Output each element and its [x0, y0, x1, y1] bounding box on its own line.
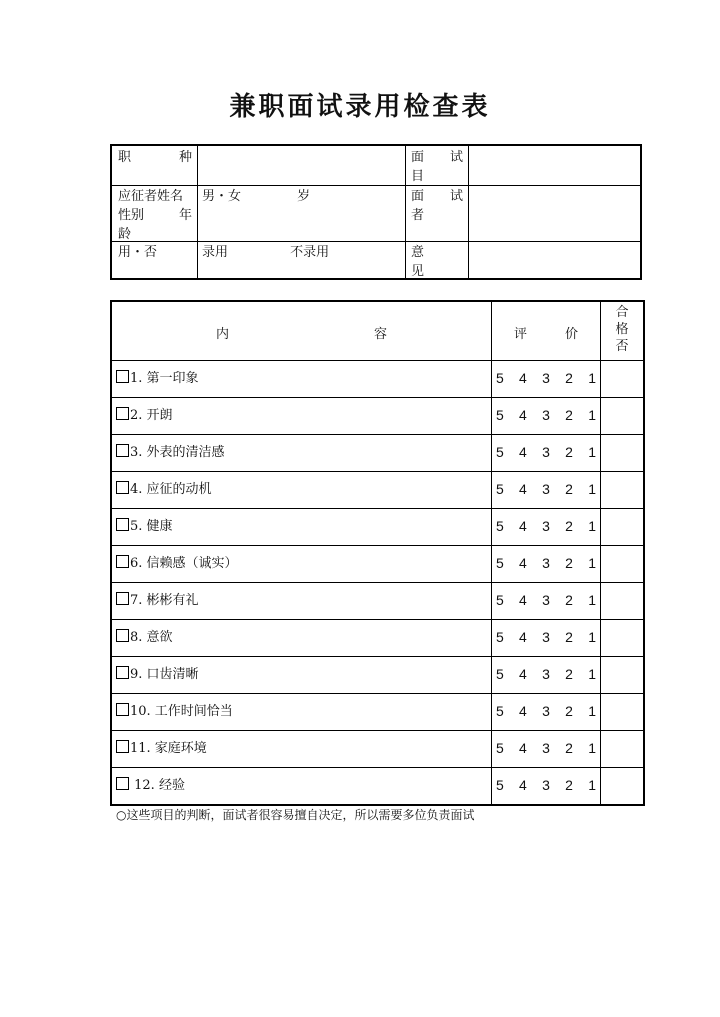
score-options[interactable]: 5 4 3 2 1	[496, 703, 596, 719]
opinion-label: 意 见	[411, 245, 425, 279]
list-item: 5. 健康	[116, 518, 173, 536]
evaluation-table	[110, 300, 645, 806]
score-options[interactable]: 5 4 3 2 1	[496, 518, 596, 534]
list-item: 10. 工作时间恰当	[116, 703, 233, 721]
interviewer-field[interactable]	[469, 185, 639, 241]
score-options[interactable]: 5 4 3 2 1	[496, 629, 596, 645]
checkbox[interactable]	[116, 592, 129, 605]
score-options[interactable]: 5 4 3 2 1	[496, 555, 596, 571]
age-unit: 岁	[297, 189, 311, 204]
header-content: 内 容	[216, 327, 388, 342]
table-row	[112, 730, 643, 767]
list-item: 8. 意欲	[116, 629, 173, 647]
table-row	[112, 619, 643, 656]
checkbox[interactable]	[116, 555, 129, 568]
interviewer-label: 面 试 者	[411, 189, 463, 223]
list-item: 11. 家庭环境	[116, 740, 207, 758]
table-row	[112, 397, 643, 434]
score-options[interactable]: 5 4 3 2 1	[496, 592, 596, 608]
grid-line	[405, 146, 406, 278]
list-item: 1. 第一印象	[116, 370, 199, 388]
table-row	[112, 693, 643, 730]
list-item: 6. 信赖感（诚实）	[116, 555, 238, 573]
header-pass: 合 格 否	[615, 305, 629, 354]
table-row	[112, 434, 643, 471]
interview-date-field[interactable]	[469, 146, 639, 185]
job-label: 职 种	[118, 150, 192, 165]
list-item: 4. 应征的动机	[116, 481, 212, 499]
hire-label: 用・否	[118, 245, 158, 260]
checkbox[interactable]	[116, 777, 129, 790]
checkbox[interactable]	[116, 666, 129, 679]
score-options[interactable]: 5 4 3 2 1	[496, 740, 596, 756]
interview-date-label: 面 试 目	[411, 150, 463, 184]
table-row	[112, 656, 643, 693]
job-field[interactable]	[198, 146, 404, 185]
table-row	[112, 508, 643, 545]
checkbox[interactable]	[116, 481, 129, 494]
footnote: ○这些项目的判断，面试者很容易擅自决定，所以需要多位负责面试	[116, 808, 475, 822]
info-table	[110, 144, 642, 280]
page-title: 兼职面试录用检查表	[229, 92, 491, 122]
checkbox[interactable]	[116, 703, 129, 716]
applicant-field[interactable]	[198, 185, 404, 241]
hire-field[interactable]	[198, 241, 404, 278]
checkbox[interactable]	[116, 740, 129, 753]
opinion-field[interactable]	[469, 241, 639, 278]
checkbox[interactable]	[116, 407, 129, 420]
checkbox[interactable]	[116, 370, 129, 383]
list-item: 3. 外表的清洁感	[116, 444, 225, 462]
score-options[interactable]: 5 4 3 2 1	[496, 777, 596, 793]
table-row	[112, 582, 643, 619]
table-row	[112, 767, 643, 804]
score-options[interactable]: 5 4 3 2 1	[496, 481, 596, 497]
gender-value[interactable]: 男・女	[202, 189, 242, 204]
hire-no-option[interactable]: 不录用	[290, 245, 330, 260]
list-item: 7. 彬彬有礼	[116, 592, 199, 610]
score-options[interactable]: 5 4 3 2 1	[496, 666, 596, 682]
checkbox[interactable]	[116, 444, 129, 457]
table-row	[112, 545, 643, 582]
score-options[interactable]: 5 4 3 2 1	[496, 444, 596, 460]
checkbox[interactable]	[116, 629, 129, 642]
table-row	[112, 360, 643, 397]
checkbox[interactable]	[116, 518, 129, 531]
score-options[interactable]: 5 4 3 2 1	[496, 407, 596, 423]
applicant-label: 应征者姓名 性别 年 龄	[118, 189, 192, 242]
table-row	[112, 471, 643, 508]
list-item: 12. 经验	[116, 777, 185, 795]
list-item: 9. 口齿清晰	[116, 666, 199, 684]
header-score: 评 价	[514, 327, 579, 342]
hire-yes-option[interactable]: 录用	[202, 245, 229, 260]
score-options[interactable]: 5 4 3 2 1	[496, 370, 596, 386]
list-item: 2. 开朗	[116, 407, 173, 425]
